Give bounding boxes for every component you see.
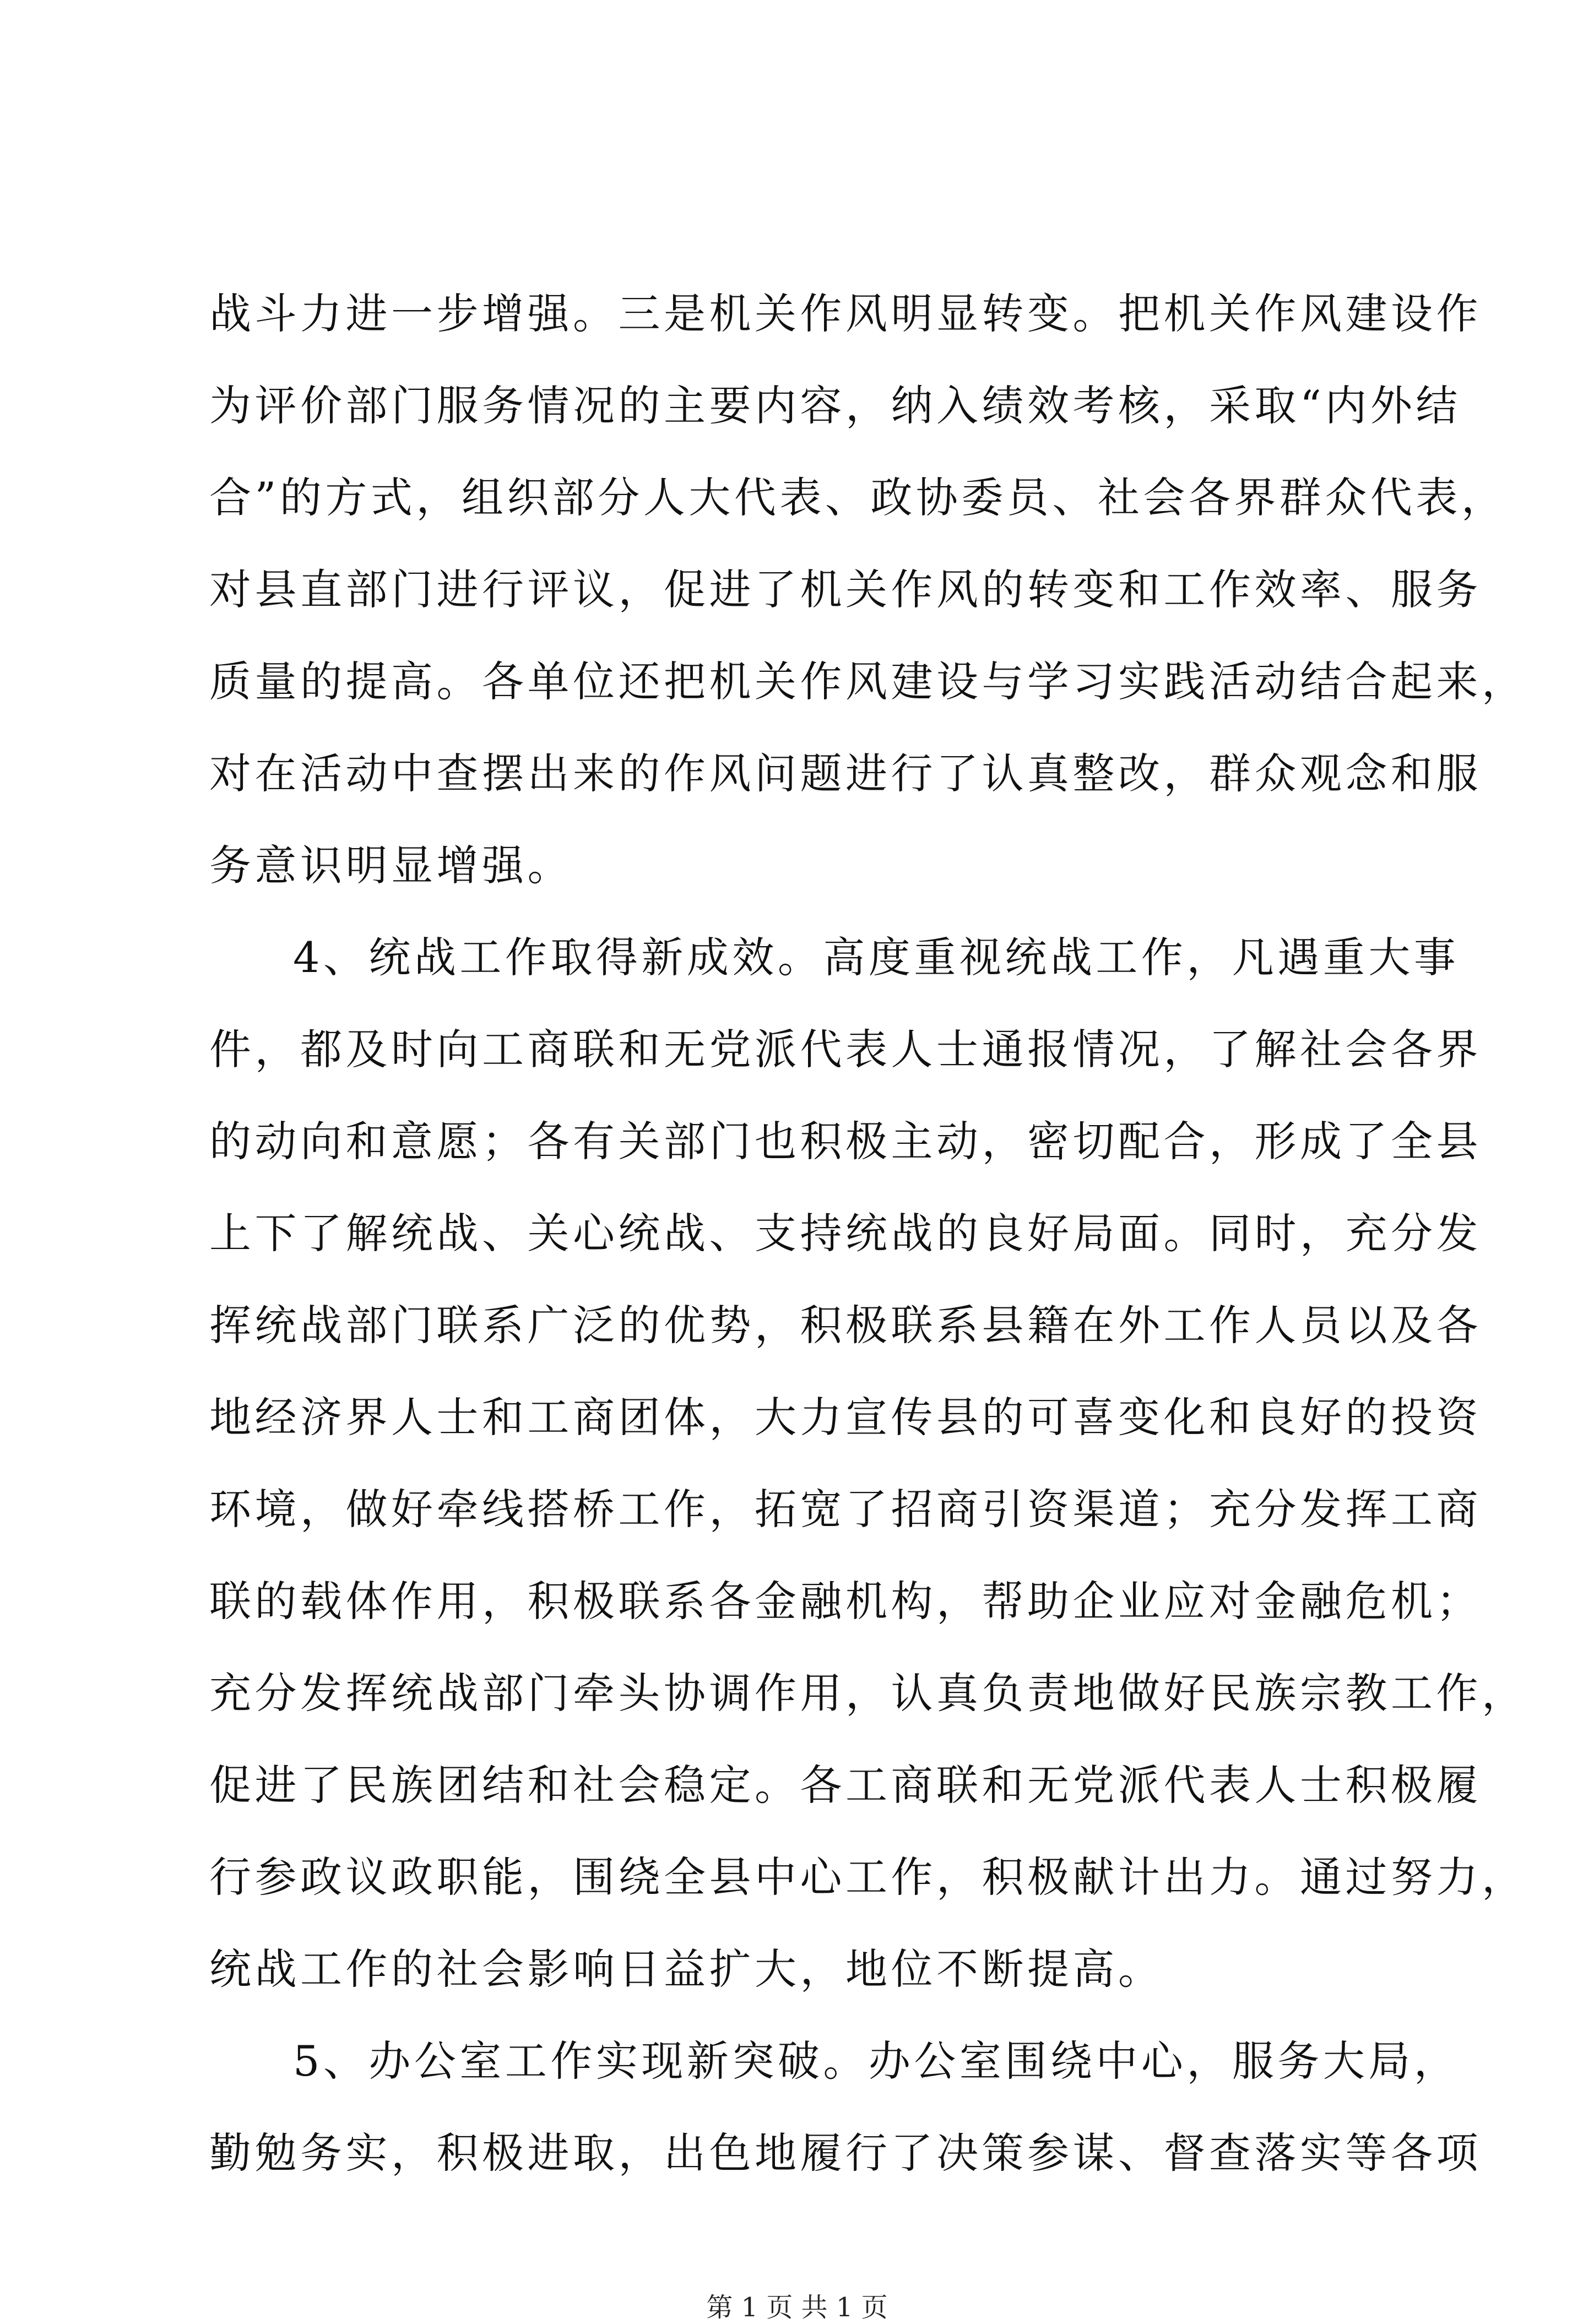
- paragraph-start-line: 4、统战工作取得新成效。高度重视统战工作，凡遇重大事: [293, 933, 1460, 982]
- text-line: 的动向和意愿；各有关部门也积极主动，密切配合，形成了全县: [209, 1117, 1482, 1166]
- text-line: 勤勉务实，积极进取，出色地履行了决策参谋、督查落实等各项: [209, 2128, 1482, 2178]
- text-line: 对县直部门进行评议，促进了机关作风的转变和工作效率、服务: [209, 565, 1482, 614]
- text-line: 为评价部门服务情况的主要内容，纳入绩效考核，采取“内外结: [209, 381, 1461, 430]
- text-line: 务意识明显增强。: [209, 841, 573, 890]
- text-line: 挥统战部门联系广泛的优势，积极联系县籍在外工作人员以及各: [209, 1301, 1482, 1350]
- text-line: 件，都及时向工商联和无党派代表人士通报情况，了解社会各界: [209, 1025, 1482, 1074]
- text-line: 地经济界人士和工商团体，大力宣传县的可喜变化和良好的投资: [209, 1393, 1482, 1442]
- text-line: 质量的提高。各单位还把机关作风建设与学习实践活动结合起来，: [209, 657, 1527, 706]
- text-line: 促进了民族团结和社会稳定。各工商联和无党派代表人士积极履: [209, 1761, 1482, 1810]
- text-line: 统战工作的社会影响日益扩大，地位不断提高。: [209, 1945, 1164, 1994]
- text-line: 联的载体作用，积极联系各金融机构，帮助企业应对金融危机；: [209, 1577, 1482, 1626]
- text-line: 战斗力进一步增强。三是机关作风明显转变。把机关作风建设作: [209, 289, 1482, 338]
- text-line: 上下了解统战、关心统战、支持统战的良好局面。同时，充分发: [209, 1209, 1482, 1258]
- text-line: 行参政议政职能，围绕全县中心工作，积极献计出力。通过努力，: [209, 1853, 1527, 1902]
- text-line: 环境，做好牵线搭桥工作，拓宽了招商引资渠道；充分发挥工商: [209, 1485, 1482, 1534]
- text-line: 合”的方式，组织部分人大代表、政协委员、社会各界群众代表，: [209, 473, 1507, 522]
- text-line: 充分发挥统战部门牵头协调作用，认真负责地做好民族宗教工作，: [209, 1669, 1527, 1718]
- text-line: 对在活动中查摆出来的作风问题进行了认真整改，群众观念和服: [209, 749, 1482, 798]
- page-number-footer: 第 1 页 共 1 页: [706, 2292, 888, 2323]
- paragraph-start-line: 5、办公室工作实现新突破。办公室围绕中心，服务大局，: [293, 2037, 1460, 2086]
